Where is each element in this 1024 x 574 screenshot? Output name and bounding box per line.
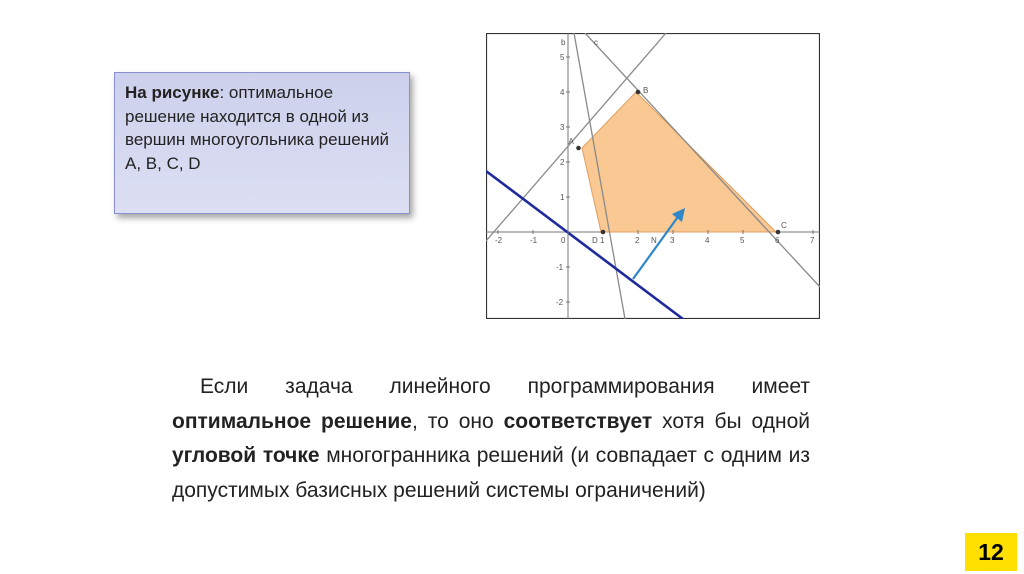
page-number-badge: 12 (965, 533, 1017, 571)
figure-svg (486, 33, 820, 319)
x-tick-label: 7 (810, 236, 815, 245)
vertex-label-c: C (781, 221, 787, 230)
feasible-region-figure (486, 33, 820, 319)
line-label-c: c (594, 38, 598, 47)
y-tick-label: 3 (560, 123, 565, 132)
vertex-point-c (776, 230, 781, 235)
para-text-1: Если задача линейного программирования имеет (200, 375, 810, 398)
para-bold-1: оптимальное решение (172, 409, 412, 433)
x-tick-label: -1 (530, 236, 538, 245)
y-tick-label: 4 (560, 88, 565, 97)
y-tick-label: 5 (560, 53, 565, 62)
vector-label: N (651, 236, 657, 245)
para-bold-2: соответствует (503, 409, 653, 433)
callout-text: : оптимальное решение находится в одной из вершин многоугольника решений A, B, C, D (125, 83, 390, 173)
x-tick-label: 6 (775, 236, 780, 245)
line-label-b: b (561, 38, 566, 47)
vertex-label-b: B (643, 86, 649, 95)
para-text-2: , то оно (411, 409, 504, 433)
vertex-label-d: D (592, 236, 598, 245)
callout-lead: На рисунке (125, 83, 220, 102)
vertex-label-a: A (568, 137, 574, 146)
main-paragraph (172, 370, 810, 508)
y-tick-label: 2 (560, 158, 565, 167)
vertex-point-d (601, 230, 606, 235)
vertex-point-b (636, 90, 641, 95)
para-text-4: многогранника решений (и совпадает с одним из допустимых базисных решений системы ограничений) (172, 444, 810, 502)
x-tick-label: -2 (495, 236, 503, 245)
x-tick-label: 2 (635, 236, 640, 245)
x-tick-label: 5 (740, 236, 745, 245)
y-tick-label: -1 (556, 263, 564, 272)
x-tick-label: 1 (600, 236, 605, 245)
callout-box (114, 72, 410, 214)
y-tick-label: -2 (556, 298, 564, 307)
para-text-3: хотя бы одной (652, 409, 810, 433)
x-tick-label: 3 (670, 236, 675, 245)
para-bold-3: угловой точке (172, 444, 320, 467)
y-tick-label: 1 (560, 193, 565, 202)
x-tick-label: 4 (705, 236, 710, 245)
vertex-point-a (576, 146, 581, 151)
x-tick-label: 0 (561, 236, 566, 245)
